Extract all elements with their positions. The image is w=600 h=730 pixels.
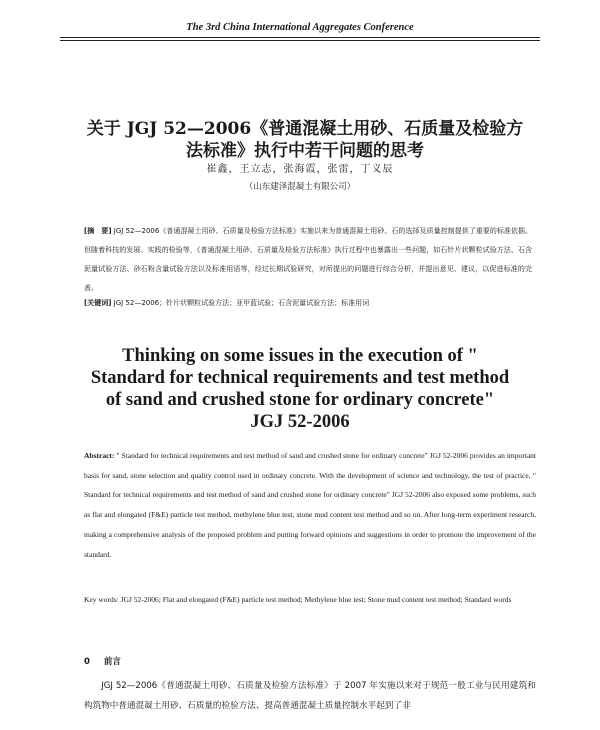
cn-keywords (84, 296, 532, 310)
cn-keywords-label: [关键词] (84, 299, 112, 307)
cn-affiliation: （山东建泽混凝土有限公司） (244, 182, 356, 192)
cn-title: 关于 JGJ 52—2006《普通混凝土用砂、石质量及检验方法标准》执行中若干问题的思考 (86, 119, 524, 161)
en-abstract-label: Abstract: (84, 451, 115, 460)
en-keywords (84, 590, 536, 609)
section-body: JGJ 52—2006《普通混凝土用砂、石质量及检验方法标准》于 2007 年实施以来对于规范一般工业与民用建筑和构筑物中普通混凝土用砂、石质量的检验方法、提高普通混凝土质量控制水平起到了非 (84, 681, 536, 711)
en-keywords-label: Key words: (84, 595, 119, 604)
cn-keywords-text: JGJ 52—2006；针片状颗粒试验方法；亚甲蓝试验；石含泥量试验方法；标准用词 (113, 299, 370, 307)
en-abstract (84, 446, 536, 564)
cn-abstract-text: JGJ 52—2006《普通混凝土用砂、石质量及检验方法标准》实施以来为普通混凝土用砂、石的选择及质量控制提供了重要的标准依据。但随着科技的发展、实践的检验等，《普通混凝土用砂、石质量及检验方法标准》执行过程中也暴露出一些问题，如石针片状颗粒试验方法、石含泥量试验方法、砂石粉含量试验方法以及标准用语等，经过长期试验研究，对所提出的问题进行综合分析，并提出意见、建议，以促进标准的完善。 (84, 227, 532, 292)
en-title: Thinking on some issues in the execution of " Standard for technical requirements and test method of sand and crushed stone for ordinary concrete" JGJ 52-2006 (90, 346, 510, 432)
en-keywords-text: JGJ 52-2006; Flat and elongated (F&E) particle test method; Methylene blue test; Stone mud content test method; Standard words (120, 595, 512, 604)
header-rule-top (60, 37, 540, 38)
running-header: The 3rd China International Aggregates Conference (186, 22, 414, 33)
cn-abstract-label: [摘 要] (84, 227, 112, 235)
header-rule-bottom (60, 40, 540, 41)
section-title: 前言 (103, 657, 121, 667)
en-abstract-text: " Standard for technical requirements and test method of sand and crushed stone for ordinary concrete" JGJ 52-2006 provides an important basis for sand, stone selection and quality control used in ordinary concrete. With the development of science and technology, the test of practice, " Standard for technical requirements and test method of sand and crushed stone for ordinary concrete" JGJ 52-2006 also exposed some problems, such as flat and elongated (F&E) particle test method, methylene blue test, stone mud content test method and so on. After long-term experiment research, making a comprehensive analysis of the proposed problem and putting forward opinions and suggestions in order to promote the improvement of the standard. (84, 451, 536, 559)
section-heading (84, 655, 121, 667)
section-number: 0 (84, 657, 90, 667)
cn-authors: 崔鑫，王立志，张海霞，张雷，丁义辰 (206, 164, 394, 175)
cn-abstract (84, 222, 532, 298)
